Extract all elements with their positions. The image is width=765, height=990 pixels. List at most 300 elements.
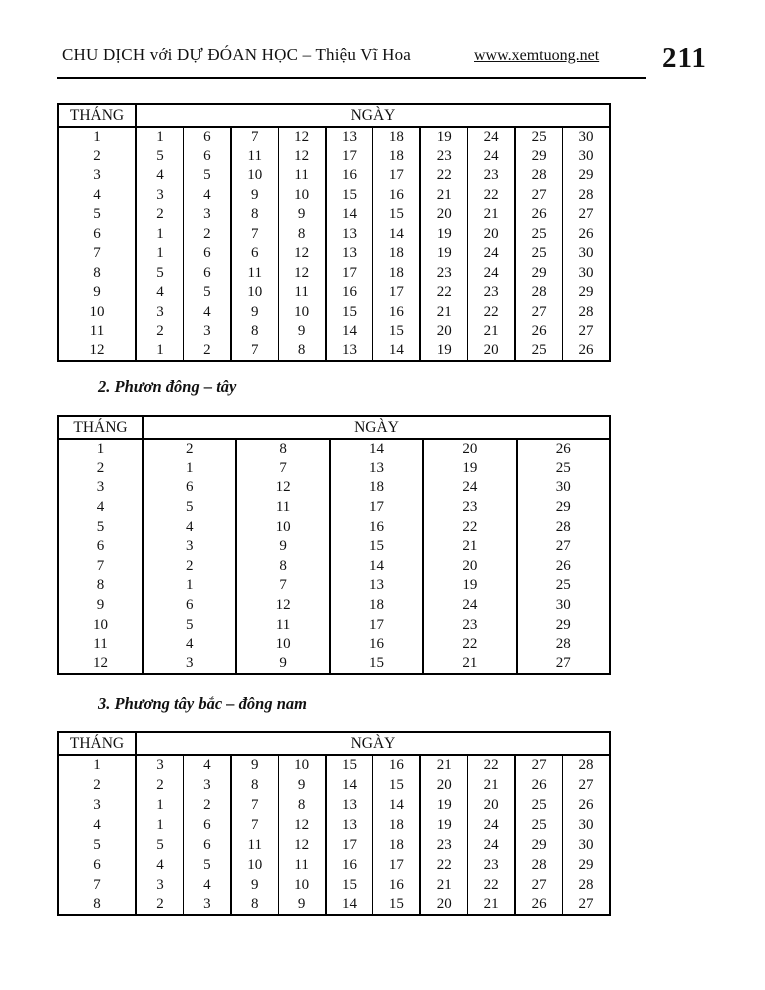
day-cell: 28 xyxy=(555,636,571,653)
day-cell: 14 xyxy=(373,342,420,362)
day-cell: 15 xyxy=(373,895,420,915)
day-cell: 8 xyxy=(231,775,278,795)
day-cell: 23 xyxy=(468,855,515,875)
day-cell: 3 xyxy=(183,205,230,225)
day-cell: 3 xyxy=(143,655,236,675)
table-row xyxy=(58,537,610,557)
day-cell: 27 xyxy=(515,303,562,323)
day-cell: 20 xyxy=(420,322,467,342)
day-cell: 20 xyxy=(468,225,515,245)
day-cell: 2 xyxy=(136,322,183,342)
day-cell: 28 xyxy=(578,186,594,203)
day-cell: 19 xyxy=(420,225,467,245)
data-table xyxy=(57,103,611,362)
day-cell: 15 xyxy=(330,537,423,557)
day-column-header: NGÀY xyxy=(136,104,610,127)
day-cell: 15 xyxy=(326,186,373,206)
day-cell: 21 xyxy=(468,205,515,225)
table-row xyxy=(58,855,610,875)
day-cell: 10 xyxy=(236,517,329,537)
day-cell: 30 xyxy=(578,836,594,853)
day-cell: 12 xyxy=(278,835,325,855)
day-cell: 21 xyxy=(423,655,516,675)
day-cell: 22 xyxy=(468,875,515,895)
day-cell: 26 xyxy=(578,342,594,359)
day-cell: 25 xyxy=(555,577,571,594)
day-cell: 15 xyxy=(326,303,373,323)
day-cell: 8 xyxy=(231,895,278,915)
day-cell: 21 xyxy=(468,322,515,342)
day-cell: 16 xyxy=(326,166,373,186)
day-cell: 20 xyxy=(420,775,467,795)
day-cell: 1 xyxy=(136,795,183,815)
month-cell: 4 xyxy=(58,498,143,518)
day-cell: 26 xyxy=(578,225,594,242)
day-cell: 1 xyxy=(136,225,183,245)
day-cell: 9 xyxy=(236,655,329,675)
day-cell: 17 xyxy=(330,615,423,635)
table-row xyxy=(58,322,610,342)
day-cell: 16 xyxy=(330,517,423,537)
table-row xyxy=(58,755,610,775)
day-cell: 19 xyxy=(420,795,467,815)
table-row xyxy=(58,303,610,323)
table-row xyxy=(58,875,610,895)
day-cell: 19 xyxy=(420,244,467,264)
page-header-title: CHU DỊCH với DỰ ĐÓAN HỌC – Thiệu Vĩ Hoa xyxy=(62,45,412,64)
month-cell: 9 xyxy=(58,596,143,616)
day-cell: 3 xyxy=(183,775,230,795)
month-cell: 4 xyxy=(58,815,136,835)
month-cell: 1 xyxy=(58,755,136,775)
day-cell: 11 xyxy=(231,264,278,284)
day-cell: 30 xyxy=(578,128,594,145)
day-cell: 27 xyxy=(555,655,571,672)
day-cell: 26 xyxy=(515,775,562,795)
day-cell: 7 xyxy=(231,342,278,362)
month-cell: 2 xyxy=(58,775,136,795)
day-cell: 2 xyxy=(183,225,230,245)
day-cell: 4 xyxy=(183,875,230,895)
day-cell: 5 xyxy=(183,855,230,875)
day-cell: 18 xyxy=(373,244,420,264)
day-cell: 25 xyxy=(515,244,562,264)
day-cell: 14 xyxy=(330,439,423,459)
day-cell: 12 xyxy=(236,478,329,498)
day-cell: 30 xyxy=(578,264,594,281)
day-cell: 17 xyxy=(373,166,420,186)
day-cell: 28 xyxy=(555,518,571,535)
table-row xyxy=(58,459,610,479)
day-cell: 18 xyxy=(373,815,420,835)
day-cell: 10 xyxy=(231,855,278,875)
day-cell: 7 xyxy=(231,815,278,835)
month-cell: 1 xyxy=(58,439,143,459)
table-row xyxy=(58,596,610,616)
day-cell: 27 xyxy=(515,755,562,775)
day-cell: 15 xyxy=(330,655,423,675)
day-cell: 29 xyxy=(515,835,562,855)
day-cell: 13 xyxy=(326,225,373,245)
day-cell: 29 xyxy=(555,499,571,516)
day-cell: 1 xyxy=(143,459,236,479)
day-cell: 29 xyxy=(578,167,594,184)
day-cell: 1 xyxy=(136,342,183,362)
day-cell: 22 xyxy=(468,186,515,206)
day-cell: 18 xyxy=(373,147,420,167)
day-column-header: NGÀY xyxy=(143,416,610,439)
day-cell: 27 xyxy=(578,896,594,912)
day-cell: 21 xyxy=(420,755,467,775)
day-cell: 7 xyxy=(231,795,278,815)
day-cell: 7 xyxy=(236,576,329,596)
day-cell: 25 xyxy=(515,795,562,815)
day-cell: 3 xyxy=(183,895,230,915)
day-cell: 16 xyxy=(326,855,373,875)
day-cell: 8 xyxy=(231,205,278,225)
day-cell: 19 xyxy=(423,576,516,596)
day-cell: 5 xyxy=(183,166,230,186)
day-cell: 9 xyxy=(231,755,278,775)
day-cell: 29 xyxy=(515,147,562,167)
day-cell: 8 xyxy=(236,439,329,459)
day-cell: 24 xyxy=(423,478,516,498)
table-northwest-southeast xyxy=(57,731,611,916)
day-cell: 29 xyxy=(515,264,562,284)
day-cell: 20 xyxy=(423,557,516,577)
day-cell: 22 xyxy=(420,283,467,303)
day-cell: 18 xyxy=(373,127,420,147)
day-cell: 5 xyxy=(136,147,183,167)
day-cell: 22 xyxy=(423,517,516,537)
day-cell: 24 xyxy=(468,835,515,855)
month-cell: 2 xyxy=(58,459,143,479)
day-cell: 15 xyxy=(373,205,420,225)
day-cell: 16 xyxy=(373,303,420,323)
day-cell: 12 xyxy=(278,264,325,284)
day-cell: 9 xyxy=(231,186,278,206)
month-cell: 1 xyxy=(58,127,136,147)
day-cell: 11 xyxy=(236,498,329,518)
day-cell: 2 xyxy=(183,342,230,362)
day-cell: 8 xyxy=(278,342,325,362)
month-cell: 7 xyxy=(58,244,136,264)
day-cell: 13 xyxy=(326,795,373,815)
data-table xyxy=(57,731,611,916)
page-number: 211 xyxy=(662,42,707,74)
table-row xyxy=(58,615,610,635)
day-cell: 12 xyxy=(278,815,325,835)
day-cell: 27 xyxy=(515,186,562,206)
day-cell: 17 xyxy=(373,855,420,875)
day-cell: 3 xyxy=(136,303,183,323)
day-cell: 15 xyxy=(326,755,373,775)
day-cell: 16 xyxy=(373,755,420,775)
day-cell: 4 xyxy=(183,755,230,775)
day-cell: 20 xyxy=(468,795,515,815)
month-cell: 6 xyxy=(58,855,136,875)
day-cell: 18 xyxy=(330,596,423,616)
month-column-header: THÁNG xyxy=(58,732,136,755)
day-cell: 6 xyxy=(183,127,230,147)
day-column-header: NGÀY xyxy=(136,732,610,755)
day-cell: 16 xyxy=(330,635,423,655)
day-cell: 24 xyxy=(468,815,515,835)
month-cell: 9 xyxy=(58,283,136,303)
day-cell: 25 xyxy=(555,459,571,476)
month-cell: 3 xyxy=(58,478,143,498)
day-cell: 15 xyxy=(326,875,373,895)
day-cell: 20 xyxy=(423,439,516,459)
day-cell: 14 xyxy=(373,795,420,815)
day-cell: 5 xyxy=(183,283,230,303)
table-row xyxy=(58,895,610,915)
day-cell: 28 xyxy=(578,303,594,320)
day-cell: 9 xyxy=(278,895,325,915)
month-cell: 12 xyxy=(58,655,143,675)
day-cell: 1 xyxy=(136,127,183,147)
day-cell: 29 xyxy=(555,616,571,633)
day-cell: 17 xyxy=(326,835,373,855)
day-cell: 10 xyxy=(231,166,278,186)
month-column-header: THÁNG xyxy=(58,416,143,439)
table-row xyxy=(58,205,610,225)
day-cell: 18 xyxy=(330,478,423,498)
day-cell: 13 xyxy=(326,815,373,835)
day-cell: 2 xyxy=(136,775,183,795)
day-cell: 16 xyxy=(373,875,420,895)
day-cell: 27 xyxy=(578,323,594,340)
table-east-west xyxy=(57,415,611,675)
day-cell: 19 xyxy=(423,459,516,479)
table-row xyxy=(58,478,610,498)
day-cell: 2 xyxy=(136,205,183,225)
day-cell: 26 xyxy=(515,205,562,225)
table-row xyxy=(58,439,610,459)
day-cell: 27 xyxy=(578,206,594,223)
day-cell: 8 xyxy=(236,557,329,577)
day-cell: 27 xyxy=(578,776,594,793)
month-cell: 4 xyxy=(58,186,136,206)
day-cell: 22 xyxy=(420,166,467,186)
day-cell: 4 xyxy=(183,303,230,323)
day-cell: 9 xyxy=(278,775,325,795)
day-cell: 10 xyxy=(278,303,325,323)
day-cell: 8 xyxy=(278,225,325,245)
day-cell: 17 xyxy=(326,264,373,284)
day-cell: 3 xyxy=(136,186,183,206)
day-cell: 15 xyxy=(373,775,420,795)
section-title-east-west: 2. Phươn đông – tây xyxy=(98,377,237,396)
month-cell: 3 xyxy=(58,166,136,186)
day-cell: 17 xyxy=(373,283,420,303)
data-table xyxy=(57,415,611,675)
day-cell: 9 xyxy=(278,322,325,342)
day-cell: 13 xyxy=(330,576,423,596)
day-cell: 23 xyxy=(420,835,467,855)
day-cell: 21 xyxy=(420,186,467,206)
day-cell: 30 xyxy=(578,245,594,262)
day-cell: 13 xyxy=(326,244,373,264)
day-cell: 28 xyxy=(515,166,562,186)
day-cell: 24 xyxy=(468,127,515,147)
day-cell: 27 xyxy=(555,538,571,555)
day-cell: 23 xyxy=(468,166,515,186)
day-cell: 21 xyxy=(420,875,467,895)
month-cell: 11 xyxy=(58,322,136,342)
table-row xyxy=(58,775,610,795)
day-cell: 30 xyxy=(578,147,594,164)
month-cell: 6 xyxy=(58,225,136,245)
day-cell: 10 xyxy=(278,186,325,206)
table-row xyxy=(58,576,610,596)
day-cell: 4 xyxy=(143,517,236,537)
day-cell: 14 xyxy=(326,322,373,342)
day-cell: 20 xyxy=(420,895,467,915)
day-cell: 23 xyxy=(423,498,516,518)
table-north-south xyxy=(57,103,611,362)
day-cell: 11 xyxy=(278,166,325,186)
day-cell: 10 xyxy=(278,755,325,775)
day-cell: 14 xyxy=(326,895,373,915)
day-cell: 18 xyxy=(373,835,420,855)
day-cell: 21 xyxy=(423,537,516,557)
day-cell: 6 xyxy=(231,244,278,264)
day-cell: 5 xyxy=(143,615,236,635)
day-cell: 19 xyxy=(420,127,467,147)
day-cell: 6 xyxy=(183,147,230,167)
day-cell: 25 xyxy=(515,225,562,245)
table-row xyxy=(58,147,610,167)
table-row xyxy=(58,795,610,815)
day-cell: 10 xyxy=(236,635,329,655)
day-cell: 24 xyxy=(468,147,515,167)
table-row xyxy=(58,498,610,518)
day-cell: 4 xyxy=(136,166,183,186)
header-rule xyxy=(57,77,646,79)
month-cell: 2 xyxy=(58,147,136,167)
day-cell: 2 xyxy=(183,795,230,815)
day-cell: 21 xyxy=(420,303,467,323)
day-cell: 3 xyxy=(136,755,183,775)
day-cell: 9 xyxy=(278,205,325,225)
day-cell: 16 xyxy=(373,186,420,206)
table-row xyxy=(58,815,610,835)
month-cell: 8 xyxy=(58,576,143,596)
table-row xyxy=(58,225,610,245)
day-cell: 9 xyxy=(231,303,278,323)
day-cell: 13 xyxy=(326,342,373,362)
table-row xyxy=(58,517,610,537)
day-cell: 5 xyxy=(143,498,236,518)
day-cell: 9 xyxy=(231,875,278,895)
day-cell: 5 xyxy=(136,835,183,855)
day-cell: 18 xyxy=(373,264,420,284)
day-cell: 6 xyxy=(183,815,230,835)
day-cell: 17 xyxy=(330,498,423,518)
day-cell: 21 xyxy=(468,895,515,915)
month-cell: 5 xyxy=(58,835,136,855)
day-cell: 5 xyxy=(136,264,183,284)
day-cell: 14 xyxy=(330,557,423,577)
day-cell: 26 xyxy=(555,557,571,574)
day-cell: 7 xyxy=(231,225,278,245)
day-cell: 1 xyxy=(143,576,236,596)
day-cell: 28 xyxy=(515,855,562,875)
day-cell: 9 xyxy=(236,537,329,557)
month-cell: 6 xyxy=(58,537,143,557)
day-cell: 2 xyxy=(143,557,236,577)
day-cell: 1 xyxy=(136,244,183,264)
day-cell: 16 xyxy=(326,283,373,303)
day-cell: 23 xyxy=(420,147,467,167)
month-cell: 10 xyxy=(58,615,143,635)
day-cell: 6 xyxy=(143,478,236,498)
day-cell: 11 xyxy=(278,855,325,875)
day-cell: 10 xyxy=(231,283,278,303)
day-cell: 12 xyxy=(278,127,325,147)
day-cell: 28 xyxy=(578,876,594,893)
month-cell: 5 xyxy=(58,517,143,537)
day-cell: 22 xyxy=(468,755,515,775)
day-cell: 26 xyxy=(515,322,562,342)
day-cell: 6 xyxy=(183,264,230,284)
day-cell: 17 xyxy=(326,147,373,167)
day-cell: 22 xyxy=(468,303,515,323)
day-cell: 25 xyxy=(515,127,562,147)
table-row xyxy=(58,244,610,264)
table-row xyxy=(58,635,610,655)
day-cell: 6 xyxy=(143,596,236,616)
table-row xyxy=(58,283,610,303)
table-row xyxy=(58,264,610,284)
day-cell: 29 xyxy=(578,856,594,873)
day-cell: 25 xyxy=(515,342,562,362)
day-cell: 23 xyxy=(423,615,516,635)
table-row xyxy=(58,835,610,855)
table-row xyxy=(58,127,610,147)
day-cell: 30 xyxy=(555,479,571,496)
day-cell: 12 xyxy=(236,596,329,616)
day-cell: 27 xyxy=(515,875,562,895)
day-cell: 19 xyxy=(420,342,467,362)
day-cell: 7 xyxy=(231,127,278,147)
day-cell: 23 xyxy=(420,264,467,284)
day-cell: 25 xyxy=(515,815,562,835)
day-cell: 12 xyxy=(278,244,325,264)
day-cell: 28 xyxy=(515,283,562,303)
month-cell: 12 xyxy=(58,342,136,362)
day-cell: 8 xyxy=(278,795,325,815)
website-link[interactable]: www.xemtuong.net xyxy=(474,47,600,64)
day-cell: 28 xyxy=(578,757,594,773)
day-cell: 14 xyxy=(326,205,373,225)
day-cell: 7 xyxy=(236,459,329,479)
month-cell: 5 xyxy=(58,205,136,225)
day-cell: 26 xyxy=(555,440,571,457)
day-cell: 11 xyxy=(231,147,278,167)
month-column-header: THÁNG xyxy=(58,104,136,127)
day-cell: 24 xyxy=(468,244,515,264)
day-cell: 3 xyxy=(136,875,183,895)
month-cell: 3 xyxy=(58,795,136,815)
day-cell: 12 xyxy=(278,147,325,167)
month-cell: 11 xyxy=(58,635,143,655)
day-cell: 6 xyxy=(183,835,230,855)
day-cell: 11 xyxy=(231,835,278,855)
month-cell: 8 xyxy=(58,895,136,915)
day-cell: 6 xyxy=(183,244,230,264)
